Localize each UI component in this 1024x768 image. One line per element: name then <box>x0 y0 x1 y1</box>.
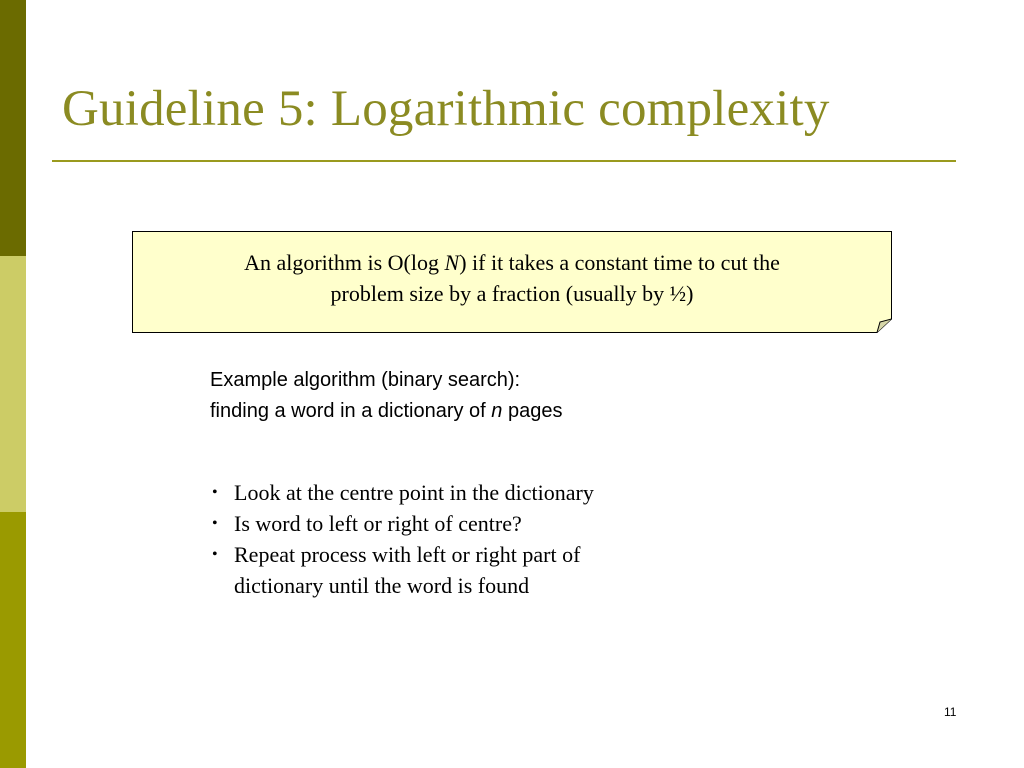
slide-number: 11 <box>944 705 957 719</box>
list-item <box>212 539 594 601</box>
example-line-2 <box>210 396 562 427</box>
bullet-icon: • <box>212 515 218 532</box>
side-bar-bottom <box>0 512 26 768</box>
example-description <box>210 365 562 427</box>
callout-line-2: problem size by a fraction (usually by ½) <box>330 281 694 306</box>
side-bar-middle <box>0 256 26 512</box>
callout-text <box>132 247 892 309</box>
list-item <box>212 508 594 539</box>
list-item-text: Look at the centre point in the dictionary <box>234 480 594 505</box>
list-item <box>212 477 594 508</box>
list-item-text: Is word to left or right of centre? <box>234 511 522 536</box>
example-line-2-start: finding a word in a dictionary of <box>210 400 492 422</box>
side-bar-top <box>0 0 26 256</box>
list-item-text-continued: dictionary until the word is found <box>234 573 530 598</box>
definition-callout <box>132 231 892 333</box>
callout-text-end: ) if it takes a constant time to cut the <box>459 250 780 275</box>
title-divider <box>52 160 956 162</box>
steps-list <box>212 477 594 601</box>
callout-text-start: An algorithm is O(log <box>244 250 445 275</box>
bullet-icon: • <box>212 546 218 563</box>
example-line-1: Example algorithm (binary search): <box>210 369 521 391</box>
bullet-icon: • <box>212 484 218 501</box>
list-item-text: Repeat process with left or right part of <box>234 542 581 567</box>
example-variable-n: n <box>491 400 503 422</box>
example-line-2-end: pages <box>502 400 563 422</box>
callout-variable-n: N <box>444 250 460 275</box>
slide-title: Guideline 5: Logarithmic complexity <box>62 81 830 137</box>
